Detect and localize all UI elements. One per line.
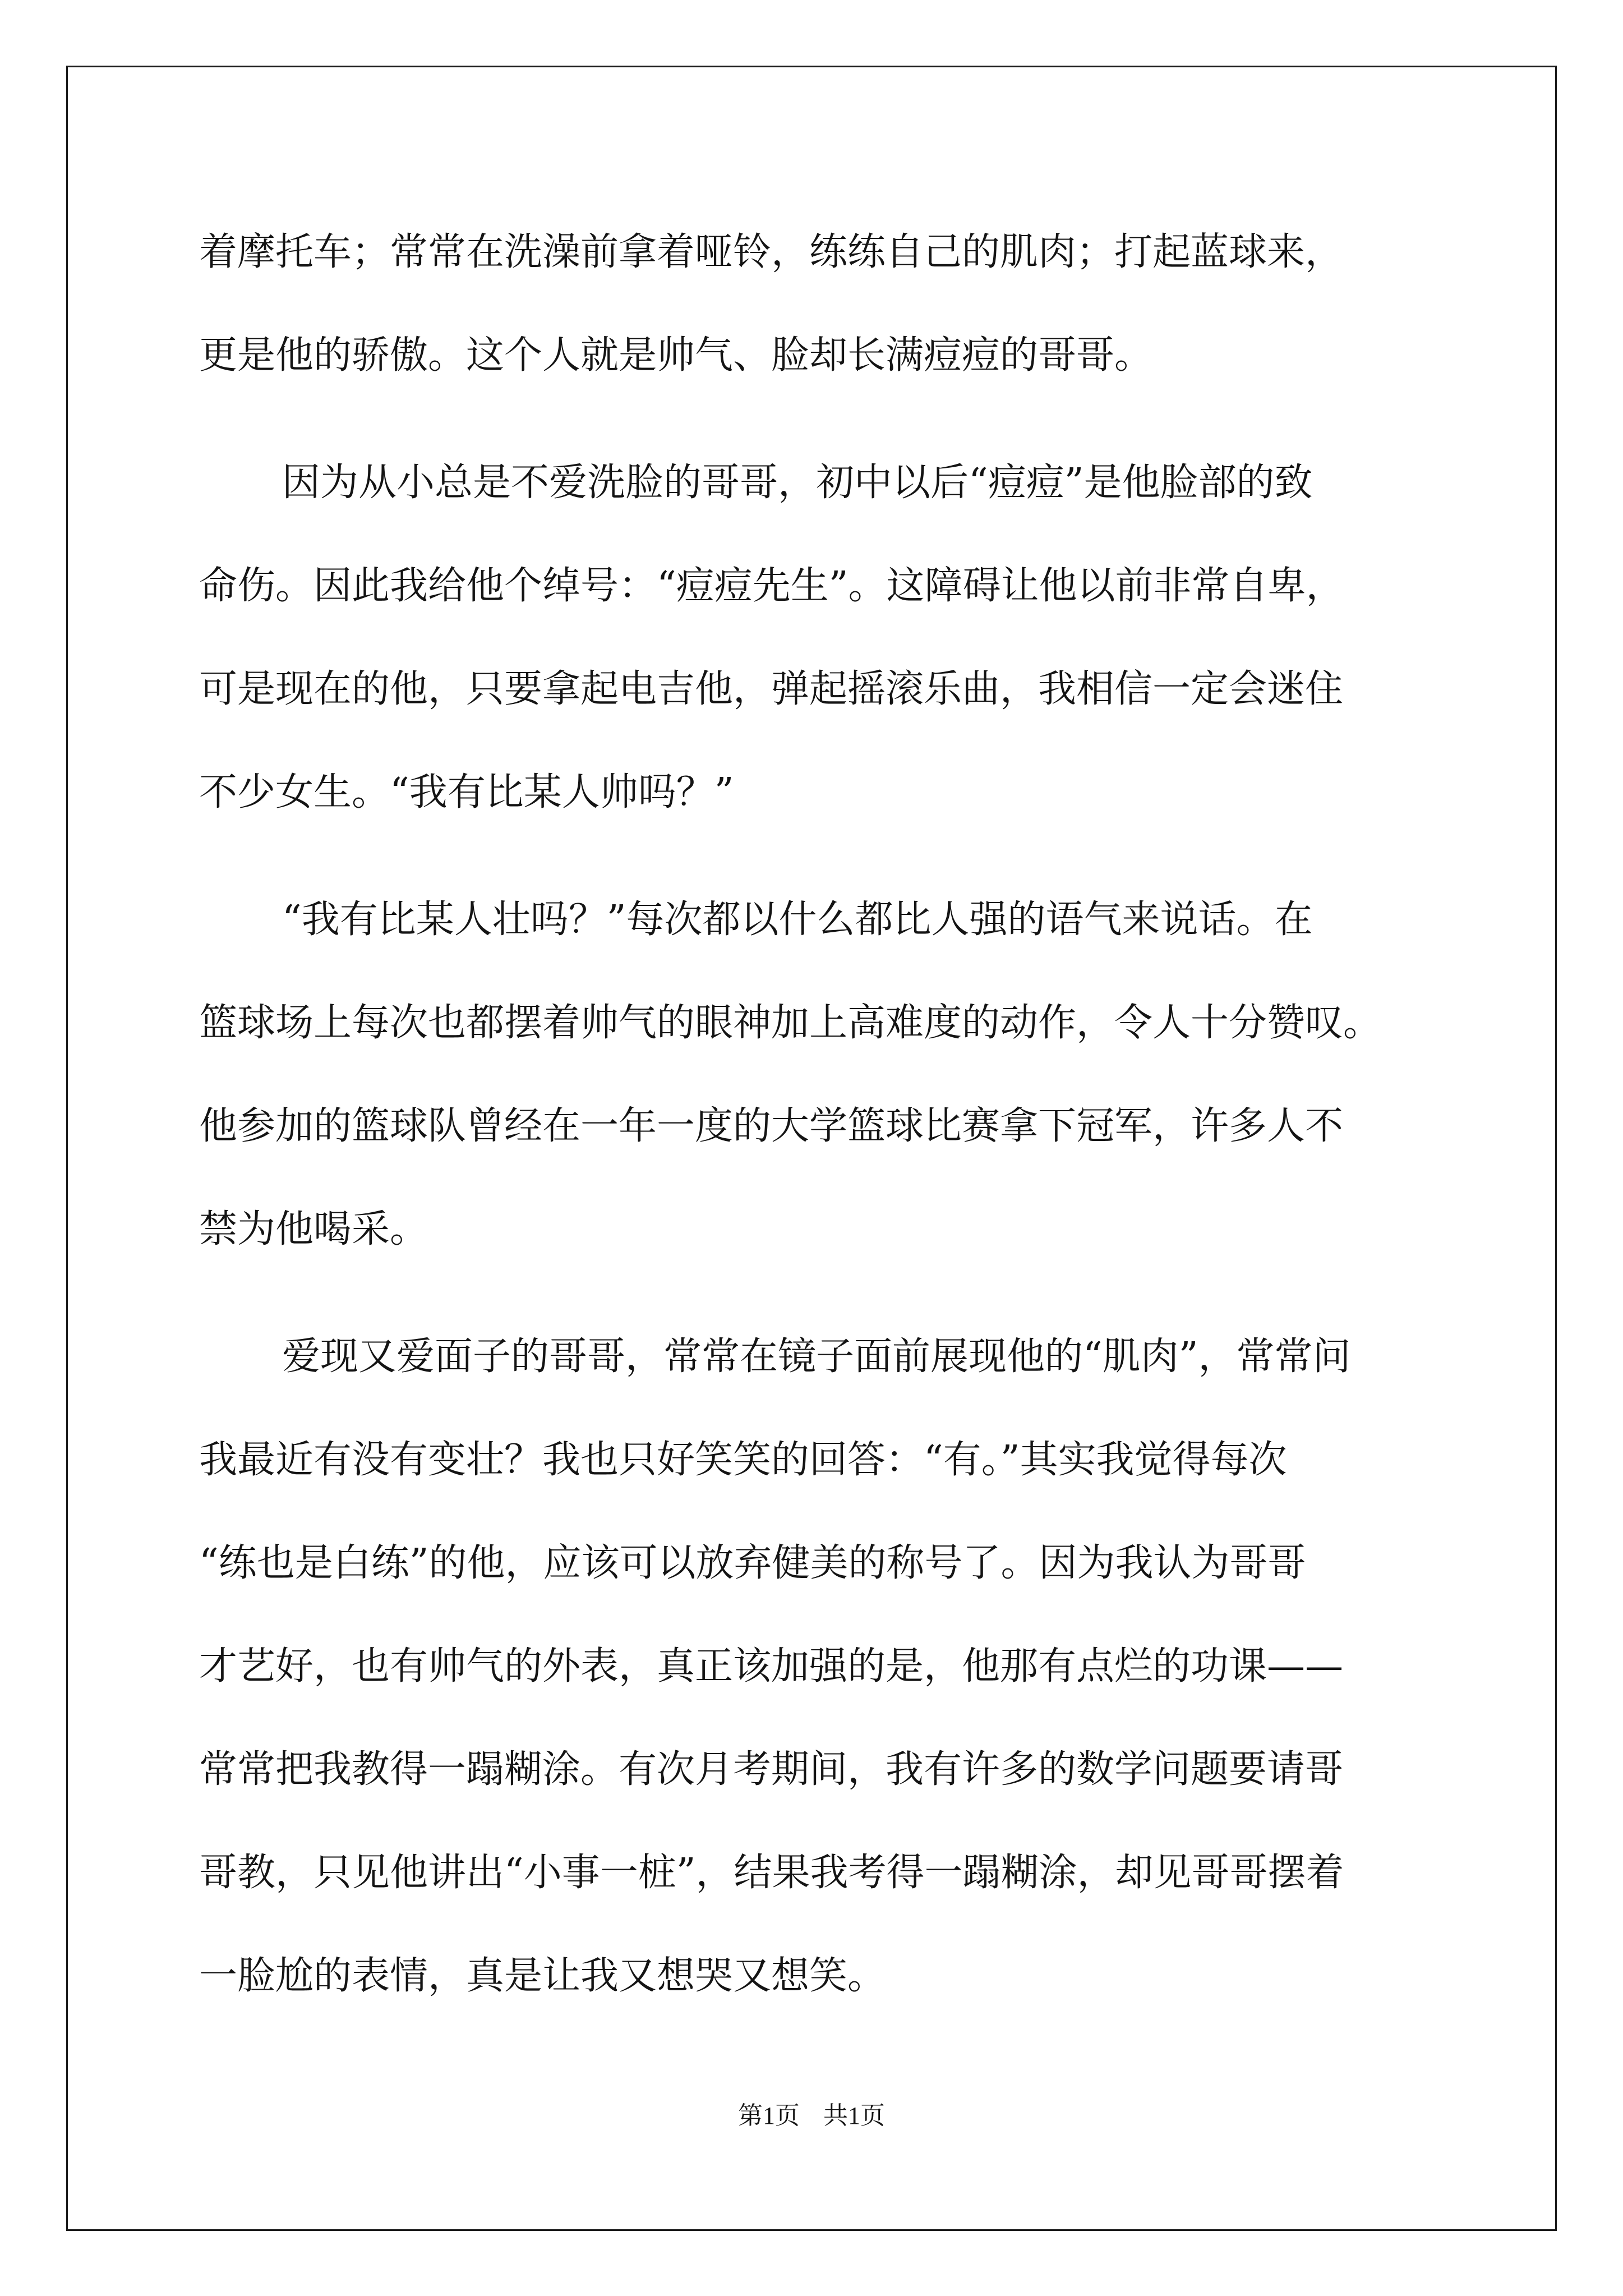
text-line: 一脸尬的表情，真是让我又想哭又想笑。: [199, 1954, 886, 1998]
page-number: 第1页: [738, 2102, 800, 2129]
paragraph-start-line: “我有比某人壮吗？”每次都以什么都比人强的语气来说话。在: [282, 898, 1313, 942]
text-line: 更是他的骄傲。这个人就是帅气、脸却长满痘痘的哥哥。: [199, 333, 1153, 378]
text-line: 篮球场上每次也都摆着帅气的眼神加上高难度的动作，令人十分赞叹。: [199, 1001, 1382, 1045]
text-line: 哥教，只见他讲出“小事一桩”，结果我考得一蹋糊涂，却见哥哥摆着: [199, 1851, 1344, 1895]
text-line: 禁为他喝采。: [199, 1207, 428, 1251]
text-line: 才艺好，也有帅气的外表，真正该加强的是，他那有点烂的功课——: [199, 1644, 1344, 1688]
text-line: 他参加的篮球队曾经在一年一度的大学篮球比赛拿下冠军，许多人不: [199, 1104, 1344, 1148]
text-line: 我最近有没有变壮？我也只好笑笑的回答：“有。”其实我觉得每次: [199, 1438, 1287, 1482]
text-line: 可是现在的他，只要拿起电吉他，弹起摇滚乐曲，我相信一定会迷住: [199, 667, 1344, 711]
text-line: 不少女生。“我有比某人帅吗？”: [199, 770, 734, 815]
text-line: “练也是白练”的他，应该可以放弃健美的称号了。因为我认为哥哥: [199, 1541, 1306, 1585]
paragraph-start-line: 因为从小总是不爱洗脸的哥哥，初中以后“痘痘”是他脸部的致: [282, 461, 1313, 505]
text-line: 着摩托车；常常在洗澡前拿着哑铃，练练自己的肌肉；打起蓝球来，: [199, 230, 1344, 274]
document-body: [199, 201, 1433, 2028]
text-line: 常常把我教得一蹋糊涂。有次月考期间，我有许多的数学问题要请哥: [199, 1747, 1344, 1792]
text-line: 命伤。因此我给他个绰号：“痘痘先生”。这障碍让他以前非常自卑，: [199, 564, 1344, 608]
page-total: 共1页: [823, 2102, 885, 2129]
page-footer: [0, 2099, 1623, 2133]
paragraph-start-line: 爱现又爱面子的哥哥，常常在镜子面前展现他的“肌肉”，常常问: [282, 1335, 1351, 1379]
